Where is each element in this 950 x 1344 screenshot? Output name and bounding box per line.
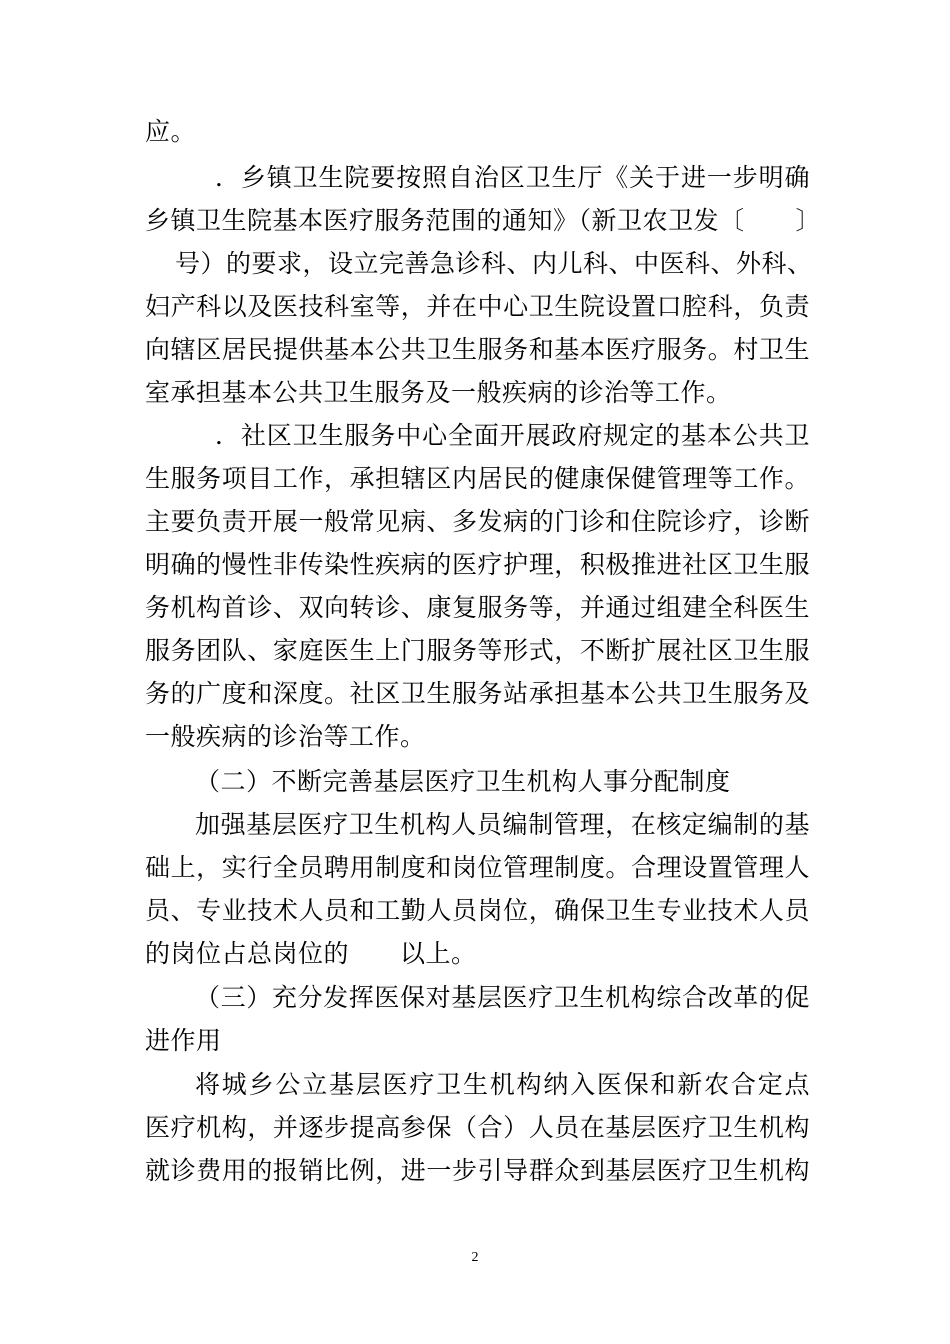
text-line: 室承担基本公共卫生服务及一般疾病的诊治等工作。 — [145, 378, 732, 407]
text-line: 妇产科以及医技科室等，并在中心卫生院设置口腔科，负责 — [145, 292, 810, 321]
text-line: 明确的慢性非传染性疾病的医疗护理，积极推进社区卫生服 — [145, 550, 810, 579]
page-number: 2 — [471, 1250, 479, 1265]
text-line: 一般疾病的诊治等工作。 — [145, 722, 426, 751]
text-line: 服务团队、家庭医生上门服务等形式，不断扩展社区卫生服 — [145, 636, 810, 665]
text-line: 就诊费用的报销比例，进一步引导群众到基层医疗卫生机构 — [145, 1156, 810, 1185]
text-line: 医疗机构，并逐步提高参保（合）人员在基层医疗卫生机构 — [145, 1113, 810, 1142]
text-line: 加强基层医疗卫生机构人员编制管理，在核定编制的基 — [195, 810, 810, 839]
text-line: 主要负责开展一般常见病、多发病的门诊和住院诊疗，诊断 — [145, 507, 810, 536]
section-heading-continued: 进作用 — [145, 1026, 222, 1055]
text-line: 的岗位占总岗位的 以上。 — [145, 939, 477, 968]
text-line: 向辖区居民提供基本公共卫生服务和基本医疗服务。村卫生 — [145, 335, 810, 364]
text-line: 将城乡公立基层医疗卫生机构纳入医保和新农合定点 — [195, 1070, 810, 1099]
text-line: ．乡镇卫生院要按照自治区卫生厅《关于进一步明确 — [215, 163, 810, 192]
section-heading: （三）充分发挥医保对基层医疗卫生机构综合改革的促 — [195, 983, 810, 1012]
text-line: 础上，实行全员聘用制度和岗位管理制度。合理设置管理人 — [145, 853, 810, 882]
text-line: 生服务项目工作，承担辖区内居民的健康保健管理等工作。 — [145, 464, 810, 493]
text-line: 乡镇卫生院基本医疗服务范围的通知》（新卫农卫发〔 〕 — [145, 206, 822, 235]
section-heading: （二）不断完善基层医疗卫生机构人事分配制度 — [195, 767, 731, 796]
text-line: 应。 — [145, 117, 197, 146]
text-line: ．社区卫生服务中心全面开展政府规定的基本公共卫 — [215, 421, 810, 450]
text-line: 务机构首诊、双向转诊、康复服务等，并通过组建全科医生 — [145, 593, 810, 622]
text-line: 务的广度和深度。社区卫生服务站承担基本公共卫生服务及 — [145, 679, 810, 708]
text-line: 员、专业技术人员和工勤人员岗位，确保卫生专业技术人员 — [145, 896, 810, 925]
text-line: 号）的要求，设立完善急诊科、内儿科、中医科、外科、 — [175, 249, 813, 278]
